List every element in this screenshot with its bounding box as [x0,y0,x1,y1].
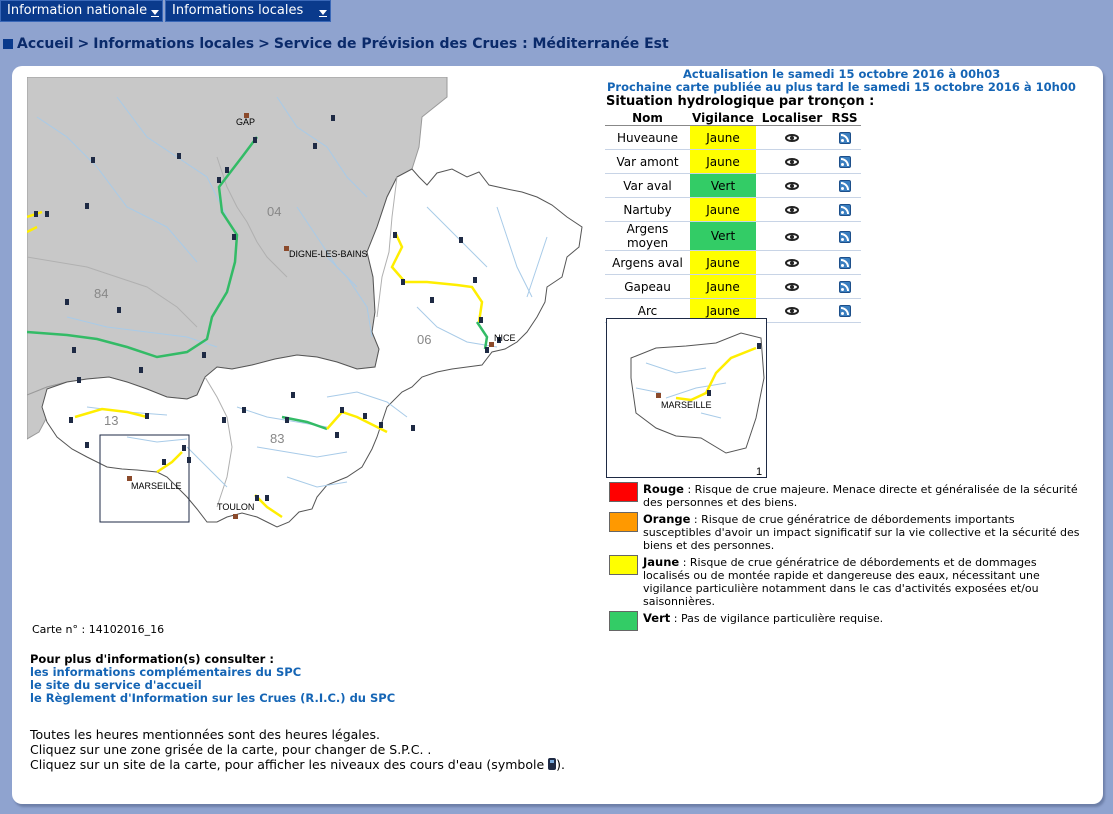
link-reglement-ric[interactable]: le Règlement d'Information sur les Crues (R.I.C.) du SPC [30,691,396,705]
locate-button[interactable] [756,150,828,174]
section-name: Nartuby [605,198,690,222]
department-label-83: 83 [270,431,285,446]
header-rss: RSS [828,110,861,126]
rss-icon [839,305,851,317]
breadcrumb-informations-locales[interactable]: Informations locales [93,36,255,52]
rss-icon [839,180,851,192]
table-row [605,126,861,150]
vigilance-level: Jaune [690,198,756,222]
section-name: Argens aval [605,251,690,275]
legend-swatch [609,555,638,575]
city-label-marseille: MARSEILLE [131,481,182,491]
vigilance-level: Vert [690,174,756,198]
rss-button[interactable] [828,150,861,174]
zoom-city-label: MARSEILLE [661,400,712,410]
vigilance-level: Vert [690,222,756,251]
header-localiser: Localiser [756,110,828,126]
note-line: Toutes les heures mentionnées sont des heures légales. [30,727,380,742]
rss-button[interactable] [828,275,861,299]
vigilance-level: Jaune [690,150,756,174]
legend-label: Vert [643,611,671,625]
menu-label: Information nationale [7,3,148,18]
section-name: Var amont [605,150,690,174]
locate-button[interactable] [756,275,828,299]
map-number: Carte n° : 14102016_16 [32,623,165,636]
rss-button[interactable] [828,174,861,198]
rss-icon [839,257,851,269]
rss-icon [839,204,851,216]
legend-description: : Pas de vigilance particulière requise. [670,612,884,625]
rss-button[interactable] [828,299,861,323]
breadcrumb-separator: > [77,36,90,52]
table-row [605,222,861,251]
vigilance-level: Jaune [690,251,756,275]
legend-text [643,556,1083,608]
situation-title: Situation hydrologique par tronçon : [606,94,875,109]
rss-icon [839,156,851,168]
rss-icon [839,132,851,144]
more-info [30,653,395,705]
next-update-time: Prochaine carte publiée au plus tard le samedi 15 octobre 2016 à 10h00 [607,80,1076,94]
vigilance-level: Jaune [690,299,756,323]
top-menu [0,0,331,22]
zoom-inset-map[interactable] [606,318,767,478]
rss-button[interactable] [828,251,861,275]
eye-icon [785,259,799,267]
locate-button[interactable] [756,126,828,150]
city-label-nice: NICE [494,333,516,343]
note-line: Cliquez sur une zone grisée de la carte, pour changer de S.P.C. . [30,742,432,757]
table-row [605,275,861,299]
section-name: Gapeau [605,275,690,299]
city-label-gap: GAP [236,117,256,127]
legend-text [643,513,1083,552]
breadcrumb-current: Service de Prévision des Crues : Méditerranée Est [273,36,669,52]
eye-icon [785,307,799,315]
eye-icon [785,233,799,241]
note-line [30,757,565,772]
menu-label: Informations locales [172,3,304,18]
header-nom: Nom [605,110,690,126]
vigilance-level: Jaune [690,126,756,150]
section-name: Arc [605,299,690,323]
dropdown-arrow-icon [319,10,327,15]
table-row [605,198,861,222]
legend-swatch [609,512,638,532]
section-name: Var aval [605,174,690,198]
table-header-row [605,110,861,126]
rss-icon [839,281,851,293]
header-vigilance: Vigilance [690,110,756,126]
department-label-06: 06 [417,332,432,347]
legend-text [643,612,1083,625]
update-time: Actualisation le samedi 15 octobre 2016 à 00h03 [683,67,1001,81]
bullet-square-icon [3,39,13,49]
menu-informations-locales[interactable] [165,0,331,22]
dropdown-arrow-icon [151,10,159,15]
table-row [605,174,861,198]
link-info-complementaires[interactable]: les informations complémentaires du SPC [30,665,302,679]
eye-icon [785,182,799,190]
legend-description: : Risque de crue génératrice de débordements importants susceptibles d'avoir un impact significatif sur la vie collective et la sécurité des biens et des personnes. [643,513,1080,552]
locate-button[interactable] [756,222,828,251]
legend-description: : Risque de crue majeure. Menace directe et généralisée de la sécurité des personnes et des biens. [643,483,1078,509]
section-name: Argens moyen [605,222,690,251]
department-label-13: 13 [104,413,119,428]
zoom-number: 1 [756,466,763,478]
note-text: ). [556,757,565,772]
table-row [605,251,861,275]
city-label-toulon: TOULON [217,502,255,512]
link-service-accueil[interactable]: le site du service d'accueil [30,678,202,692]
eye-icon [785,283,799,291]
table-row [605,150,861,174]
department-label-04: 04 [267,204,282,219]
city-label-digne: DIGNE-LES-BAINS [289,249,368,259]
station-symbol-icon [548,758,556,770]
vigilance-map[interactable] [27,77,597,547]
legend-label: Rouge [643,482,684,496]
notes [30,727,565,772]
breadcrumb-accueil[interactable]: Accueil [17,36,74,52]
section-name: Huveaune [605,126,690,150]
legend-text [643,483,1083,509]
breadcrumb [3,36,669,52]
department-label-84: 84 [94,286,109,301]
legend-swatch [609,482,638,502]
legend-swatch [609,611,638,631]
locate-button[interactable] [756,198,828,222]
more-info-title: Pour plus d'information(s) consulter : [30,652,274,666]
vigilance-table [605,110,861,323]
legend-description: : Risque de crue génératrice de débordements et de dommages localisés ou de montée rapide et dangereuse des eaux, nécessitant une vigilance particulière notamment dans le cas d'activités exposées et/ou saisonnières. [643,556,1040,608]
vigilance-level: Jaune [690,275,756,299]
rss-button[interactable] [828,126,861,150]
rss-button[interactable] [828,222,861,251]
legend-label: Orange [643,512,691,526]
locate-button[interactable] [756,174,828,198]
menu-information-nationale[interactable] [0,0,163,22]
note-text: Cliquez sur un site de la carte, pour afficher les niveaux des cours d'eau (symbole [30,757,549,772]
eye-icon [785,206,799,214]
rss-button[interactable] [828,198,861,222]
rss-icon [839,231,851,243]
eye-icon [785,158,799,166]
locate-button[interactable] [756,251,828,275]
breadcrumb-separator: > [258,36,270,52]
eye-icon [785,134,799,142]
legend-label: Jaune [643,555,680,569]
